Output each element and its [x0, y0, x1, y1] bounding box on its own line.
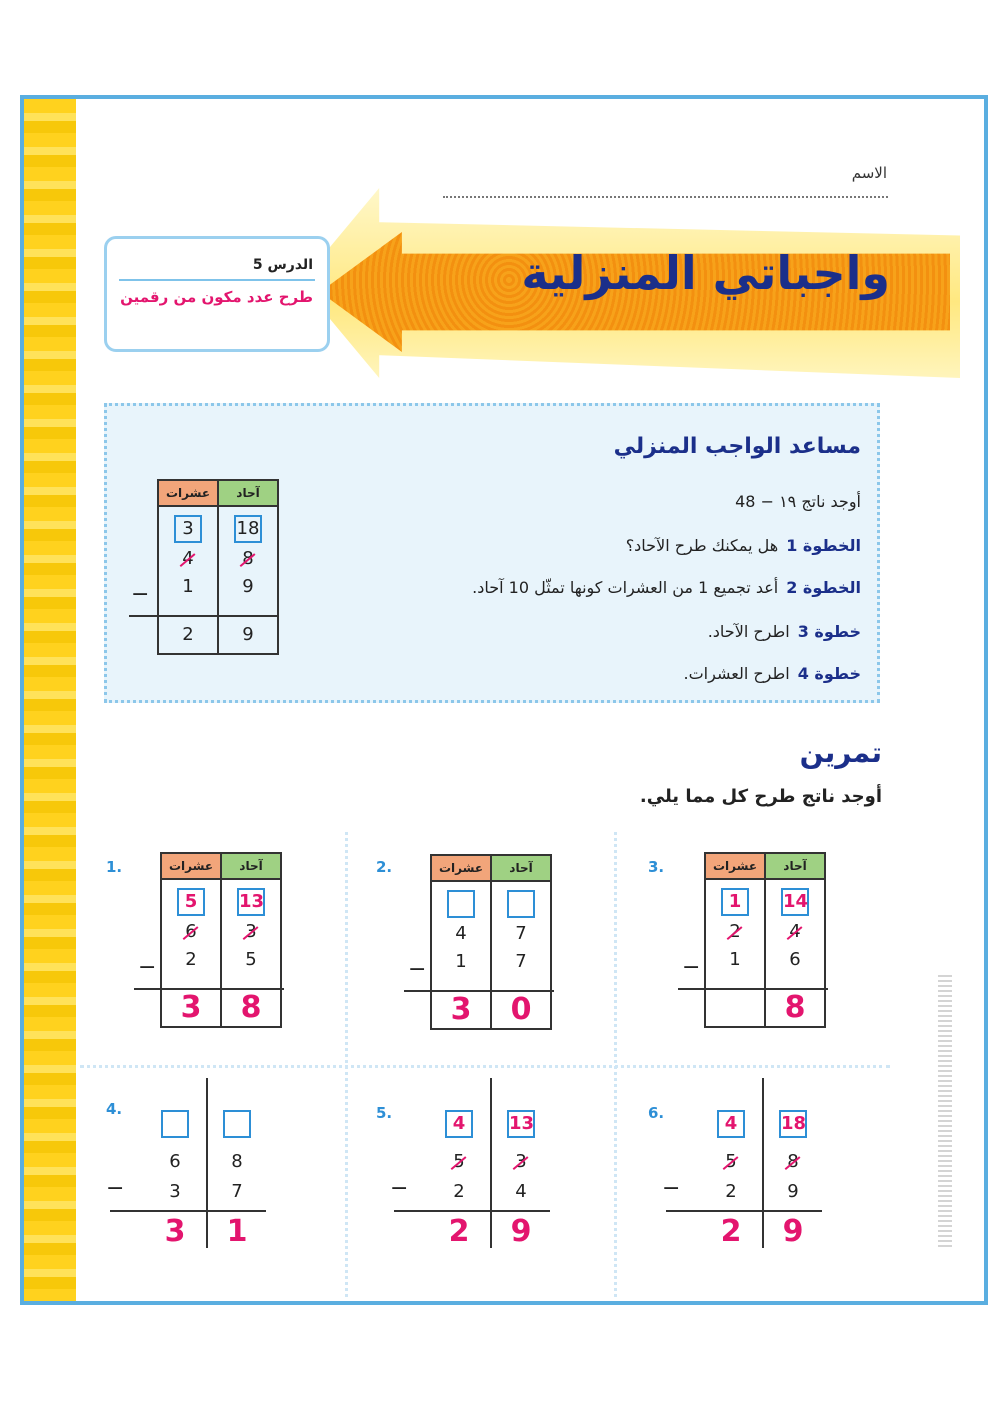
helper-prompt: أوجد ناتج ١٩ − 48: [735, 492, 861, 511]
helper-step-1: [626, 536, 861, 555]
regroup-tens-box[interactable]: [161, 1110, 189, 1138]
regroup-ones-box[interactable]: 13: [237, 888, 265, 916]
ones-header: آحاد: [221, 853, 281, 879]
name-line[interactable]: [443, 196, 888, 198]
tens-header: عشرات: [705, 853, 765, 879]
ones-column: [218, 506, 278, 616]
problem-number: 3.: [648, 858, 665, 876]
tens-column: [431, 881, 491, 991]
minus-sign: −: [138, 955, 157, 980]
result-tens[interactable]: 3: [431, 991, 491, 1029]
lesson-topic: طرح عدد مكون من رقمين: [120, 288, 313, 306]
sub-tens: 3: [169, 1181, 181, 1202]
problem-number: 6.: [648, 1104, 665, 1122]
problem-number: 1.: [106, 858, 123, 876]
sub-tens: 1: [729, 949, 741, 970]
step-text: اطرح العشرات.: [683, 664, 790, 683]
ones-column: [765, 879, 825, 989]
homework-helper: [104, 403, 880, 703]
step-text: أعد تجميع 1 من العشرات كونها تمثّل 10 آحاد.: [472, 578, 779, 597]
subtraction-line: [404, 990, 554, 992]
tens-header: عشرات: [158, 480, 218, 506]
result-tens[interactable]: [705, 989, 765, 1027]
subtraction-line: [666, 1210, 822, 1212]
minus-sign: −: [106, 1176, 125, 1201]
result-ones: 9: [218, 616, 278, 654]
result-ones[interactable]: 8: [765, 989, 825, 1027]
regroup-tens-box[interactable]: 4: [717, 1110, 745, 1138]
regroup-tens-box[interactable]: [447, 890, 475, 918]
helper-step-3: [708, 622, 861, 641]
top-ones: 3: [245, 918, 256, 946]
helper-step-4: [684, 664, 861, 683]
top-ones: 3: [515, 1148, 526, 1176]
decorative-strip: [24, 99, 76, 1301]
top-ones: 8: [787, 1148, 798, 1176]
regroup-ones-box[interactable]: 13: [507, 1110, 535, 1138]
regroup-ones-box[interactable]: [507, 890, 535, 918]
sub-ones: 4: [515, 1181, 527, 1202]
lesson-card: [104, 236, 330, 352]
tens-column: [705, 879, 765, 989]
problem-1-table: [160, 852, 282, 1028]
problem-number: 5.: [376, 1104, 393, 1122]
subtraction-line: [129, 615, 277, 617]
ones-header: آحاد: [765, 853, 825, 879]
result-tens: 2: [158, 616, 218, 654]
step-label: الخطوة 1: [786, 536, 861, 555]
top-tens: 4: [182, 545, 193, 573]
regroup-tens-box: 3: [174, 515, 202, 543]
tens-column: [161, 879, 221, 989]
subtraction-line: [678, 988, 828, 990]
regroup-ones-box[interactable]: [223, 1110, 251, 1138]
regroup-ones-box[interactable]: 14: [781, 888, 809, 916]
side-credit-text: [938, 975, 952, 1250]
helper-place-value-table: [157, 479, 279, 655]
lesson-divider: [119, 279, 315, 281]
subtraction-line: [134, 988, 284, 990]
regroup-tens-box[interactable]: 4: [445, 1110, 473, 1138]
practice-title: تمرين: [799, 736, 882, 769]
sub-ones: 5: [245, 949, 257, 970]
problem-4-open-table: [106, 1078, 266, 1249]
top-tens: 6: [185, 918, 196, 946]
problem-number: 4.: [106, 1100, 123, 1118]
problem-3-table: [704, 852, 826, 1028]
minus-sign: −: [390, 1176, 409, 1201]
grid-separator: [80, 1065, 890, 1068]
ones-column: [221, 879, 281, 989]
ones-header: آحاد: [218, 480, 278, 506]
top-tens: 6: [169, 1151, 181, 1172]
helper-title: مساعد الواجب المنزلي: [613, 434, 861, 459]
minus-sign: −: [662, 1176, 681, 1201]
sub-ones: 9: [242, 576, 254, 597]
top-ones: 8: [231, 1151, 243, 1172]
tens-header: عشرات: [431, 855, 491, 881]
problem-number: 2.: [376, 858, 393, 876]
result-ones[interactable]: 9: [510, 1214, 532, 1249]
sub-tens: 2: [185, 949, 197, 970]
result-tens[interactable]: 3: [161, 989, 221, 1027]
subtraction-line: [110, 1210, 266, 1212]
step-text: هل يمكنك طرح الآحاد؟: [625, 536, 779, 555]
top-tens: 5: [453, 1148, 464, 1176]
sub-tens: 2: [725, 1181, 737, 1202]
regroup-ones-box[interactable]: 18: [779, 1110, 807, 1138]
ones-header: آحاد: [491, 855, 551, 881]
result-tens[interactable]: 2: [448, 1214, 470, 1249]
top-tens: 2: [729, 918, 740, 946]
minus-sign: −: [131, 582, 150, 607]
sub-ones: 6: [789, 949, 801, 970]
problem-5-open-table: [390, 1078, 550, 1249]
step-label: خطوة 4: [797, 664, 861, 683]
top-tens: 5: [725, 1148, 736, 1176]
result-ones[interactable]: 8: [221, 989, 281, 1027]
result-ones[interactable]: 0: [491, 991, 551, 1029]
minus-sign: −: [408, 957, 427, 982]
lesson-number: الدرس 5: [252, 257, 313, 273]
regroup-tens-box[interactable]: 5: [177, 888, 205, 916]
sub-tens: 1: [182, 576, 194, 597]
top-ones: 8: [242, 545, 253, 573]
problem-2-table: [430, 854, 552, 1030]
sub-tens: 1: [455, 951, 467, 972]
tens-column: [158, 506, 218, 616]
practice-instruction: أوجد ناتج طرح كل مما يلي.: [639, 786, 882, 807]
name-label: الاسم: [851, 164, 887, 182]
page-title: واجباتي المنزلية: [521, 246, 890, 300]
sub-tens: 2: [453, 1181, 465, 1202]
step-text: اطرح الآحاد.: [707, 622, 790, 641]
helper-step-2: [472, 578, 861, 597]
top-ones: 4: [789, 918, 800, 946]
sub-ones: 7: [231, 1181, 243, 1202]
result-ones[interactable]: 9: [782, 1214, 804, 1249]
top-ones: 7: [515, 923, 527, 944]
sub-ones: 7: [515, 951, 527, 972]
result-ones[interactable]: 1: [226, 1214, 248, 1249]
tens-header: عشرات: [161, 853, 221, 879]
step-label: الخطوة 2: [786, 578, 861, 597]
sub-ones: 9: [787, 1181, 799, 1202]
result-tens[interactable]: 3: [164, 1214, 186, 1249]
result-tens[interactable]: 2: [720, 1214, 742, 1249]
subtraction-line: [394, 1210, 550, 1212]
top-tens: 4: [455, 923, 467, 944]
step-label: خطوة 3: [797, 622, 861, 641]
problem-6-open-table: [662, 1078, 822, 1249]
ones-column: [491, 881, 551, 991]
regroup-tens-box[interactable]: 1: [721, 888, 749, 916]
regroup-ones-box: 18: [234, 515, 262, 543]
minus-sign: −: [682, 955, 701, 980]
